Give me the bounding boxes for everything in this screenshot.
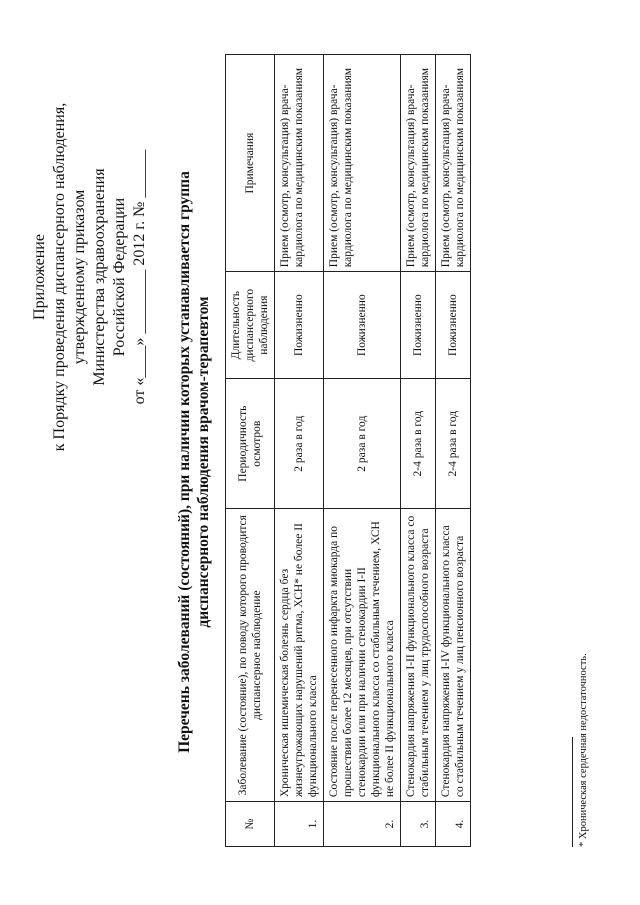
row-periodicity: 2 раза в год [324,379,401,509]
header-periodicity: Периодичность осмотров [226,379,275,509]
header-line: Российской Федерации [111,197,128,357]
footnote-divider [572,737,573,847]
row-disease: Стенокардия напряжения I-IV функционального класса со стабильным течением у лиц пенсионного возраста [436,509,471,802]
row-duration: Пожизненно [324,272,401,379]
row-periodicity: 2-4 раза в год [401,379,436,509]
row-notes: Прием (осмотр, консультация) врача-кардиолога по медицинским показаниям [436,55,471,272]
row-num: 2. [324,802,401,847]
table-header-row [226,55,275,847]
row-duration: Пожизненно [401,272,436,379]
row-duration: Пожизненно [436,272,471,379]
row-num: 4. [436,802,471,847]
rotated-document-page [20,37,620,887]
title-line-1: Перечень заболеваний (состояний), при наличии которых устанавливается группа [176,171,193,753]
title-line-2: диспансерного наблюдения врачом-терапевтом [195,296,212,628]
document-title [175,77,213,847]
header-line: Министерства здравоохранения [91,168,108,386]
header-line: к Порядку проведения диспансерного наблюдения, [51,102,68,452]
row-disease: Состояние после перенесенного инфаркта миокарда по прошествии более 12 месяцев, при отсутствии стенокардии или при наличии стенокардии I-II функционального класса со стабильным течением, ХСН не более II функционального класса [324,509,401,802]
disease-table [225,54,471,847]
table-row [275,55,324,847]
row-num: 3. [401,802,436,847]
row-notes: Прием (осмотр, консультация) врача-кардиолога по медицинским показаниям [275,55,324,272]
table-row [324,55,401,847]
header-line: утвержденному приказом [71,189,88,365]
row-duration: Пожизненно [275,272,324,379]
header-duration: Длительность диспансерного наблюдения [226,272,275,379]
approval-header [30,67,150,487]
row-num: 1. [275,802,324,847]
row-notes: Прием (осмотр, консультация) врача-кардиолога по медицинским показаниям [401,55,436,272]
row-periodicity: 2-4 раза в год [436,379,471,509]
header-line: Приложение [31,234,48,320]
row-periodicity: 2 раза в год [275,379,324,509]
row-notes: Прием (осмотр, консультация) врача-кардиолога по медицинским показаниям [324,55,401,272]
row-disease: Хроническая ишемическая болезнь сердца без жизнеугрожающих нарушений ритма, ХСН* не более II функционального класса [275,509,324,802]
table-row [436,55,471,847]
header-line-date: от «____» ________ 2012 г. № ______ [131,149,148,405]
header-disease: Заболевание (состояние), по поводу которого проводится диспансерное наблюдение [226,509,275,802]
header-notes: Примечания [226,55,275,272]
table-row [401,55,436,847]
row-disease: Стенокардия напряжения I-II функционального класса со стабильным течением у лиц трудоспособного возраста [401,509,436,802]
footnote: * Хроническая сердечная недостаточность. [578,653,589,847]
header-num: № [226,802,275,847]
